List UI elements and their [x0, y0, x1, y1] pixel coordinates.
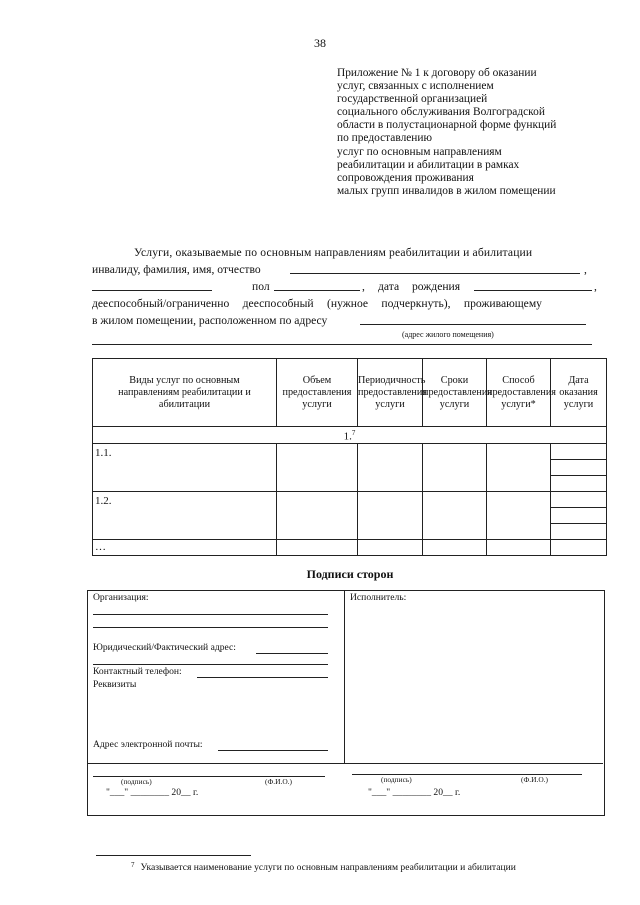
table-cell[interactable]	[423, 491, 487, 539]
table-row	[93, 539, 607, 555]
appendix-line: по предоставлению	[337, 132, 433, 145]
address-caption: (адрес жилого помещения)	[402, 330, 494, 339]
table-cell[interactable]	[358, 539, 423, 555]
intro-paragraph: Услуги, оказываемые по основным направлениям реабилитации и абилитации инвалиду, фамилия, имя, отчество , пол , дата рождения , дееспособный/ограниченно дееспособный (нужное подчеркнуть), проживающему в жилом помещении, расположенном по адресу (адрес жилого помещения)	[92, 244, 600, 350]
section-number: 1.	[343, 430, 352, 443]
appendix-line: услуг по основным направлениям	[337, 145, 502, 158]
organization-field-2[interactable]	[93, 627, 328, 628]
recipient-extra-field[interactable]	[92, 278, 212, 291]
row-number: 1.1.	[93, 443, 277, 491]
executor-sign-caption: (подпись)	[381, 775, 412, 784]
table-cell[interactable]	[551, 539, 607, 555]
header-terms: Сроки предоставления услуги	[423, 359, 487, 427]
row-number: 1.2.	[93, 491, 277, 539]
intro-line-2: инвалиду, фамилия, имя, отчество	[92, 263, 261, 276]
appendix-line: социального обслуживания Волгоградской	[337, 106, 545, 119]
table-cell[interactable]	[487, 539, 551, 555]
footnote-rule	[96, 855, 251, 856]
executor-label: Исполнитель:	[350, 592, 407, 603]
table-row	[93, 491, 607, 539]
full-name-field[interactable]	[290, 261, 580, 274]
org-date-line[interactable]: "___" ________ 20__ г.	[106, 787, 199, 798]
requisites-label: Реквизиты	[93, 679, 137, 690]
phone-field[interactable]	[197, 677, 328, 678]
table-cell[interactable]	[358, 443, 423, 491]
appendix-line: малых групп инвалидов в жилом помещении	[337, 184, 556, 197]
intro-line-4: дееспособный/ограниченно дееспособный (нужное подчеркнуть), проживающему	[92, 297, 542, 310]
legal-address-field-2[interactable]	[93, 664, 328, 665]
table-cell[interactable]	[487, 443, 551, 491]
table-cell[interactable]	[277, 539, 358, 555]
table-cell[interactable]	[487, 491, 551, 539]
signatures-divider-horizontal	[87, 763, 603, 764]
executor-date-line[interactable]: "___" ________ 20__ г.	[368, 787, 461, 798]
footnote-text: Указывается наименование услуги по основным направлениям реабилитации и абилитации	[140, 862, 516, 873]
signatures-title: Подписи сторон	[306, 567, 394, 581]
table-section-row	[93, 427, 607, 444]
footnote	[131, 861, 516, 873]
organization-label: Организация:	[93, 592, 149, 603]
legal-address-field[interactable]	[256, 653, 328, 654]
appendix-line: сопровождения проживания	[337, 171, 474, 184]
address-label: Юридический/Фактический адрес:	[93, 642, 236, 653]
table-row	[93, 443, 607, 491]
appendix-line: реабилитации и абилитации в рамках	[337, 158, 520, 171]
gender-label: пол	[252, 280, 270, 293]
footnote-ref: 7	[351, 429, 356, 437]
services-table	[92, 358, 607, 556]
intro-line-5: в жилом помещении, расположенном по адресу	[92, 314, 328, 327]
appendix-heading	[337, 67, 597, 198]
header-periodicity: Периодичность предоставления услуги	[358, 359, 423, 427]
table-cell[interactable]	[423, 443, 487, 491]
email-field[interactable]	[218, 750, 328, 751]
address-field[interactable]	[360, 312, 586, 325]
phone-label: Контактный телефон:	[93, 666, 182, 677]
birthdate-label: дата рождения	[378, 280, 461, 293]
executor-name-caption: (Ф.И.О.)	[521, 775, 548, 784]
birthdate-field[interactable]	[474, 278, 592, 291]
org-sign-caption: (подпись)	[121, 777, 152, 786]
signatures-divider	[344, 590, 345, 763]
gender-field[interactable]	[274, 278, 360, 291]
appendix-line: области в полустационарной форме функций	[337, 119, 557, 132]
appendix-line: государственной организацией	[337, 93, 488, 106]
table-cell[interactable]	[358, 491, 423, 539]
header-volume: Объем предоставления услуги	[277, 359, 358, 427]
table-cell-dates[interactable]	[551, 443, 607, 491]
header-service-types: Виды услуг по основным направлениям реабилитации и абилитации	[93, 359, 277, 427]
intro-line-1: Услуги, оказываемые по основным направлениям реабилитации и абилитации	[134, 246, 533, 259]
page-number: 38	[314, 36, 326, 50]
address-field-continued[interactable]	[92, 332, 592, 345]
table-cell[interactable]	[423, 539, 487, 555]
table-cell[interactable]	[277, 491, 358, 539]
organization-field[interactable]	[93, 614, 328, 615]
email-label: Адрес электронной почты:	[93, 739, 203, 750]
footnote-marker: 7	[131, 861, 135, 869]
header-date: Дата оказания услуги	[551, 359, 607, 427]
row-number: …	[93, 539, 277, 555]
table-cell[interactable]	[277, 443, 358, 491]
appendix-line: услуг, связанных с исполнением	[337, 80, 494, 93]
org-name-caption: (Ф.И.О.)	[265, 777, 292, 786]
appendix-line: Приложение № 1 к договору об оказании	[337, 67, 537, 79]
table-cell-dates[interactable]	[551, 491, 607, 539]
header-method: Способ предоставления услуги*	[487, 359, 551, 427]
table-header-row	[93, 359, 607, 427]
